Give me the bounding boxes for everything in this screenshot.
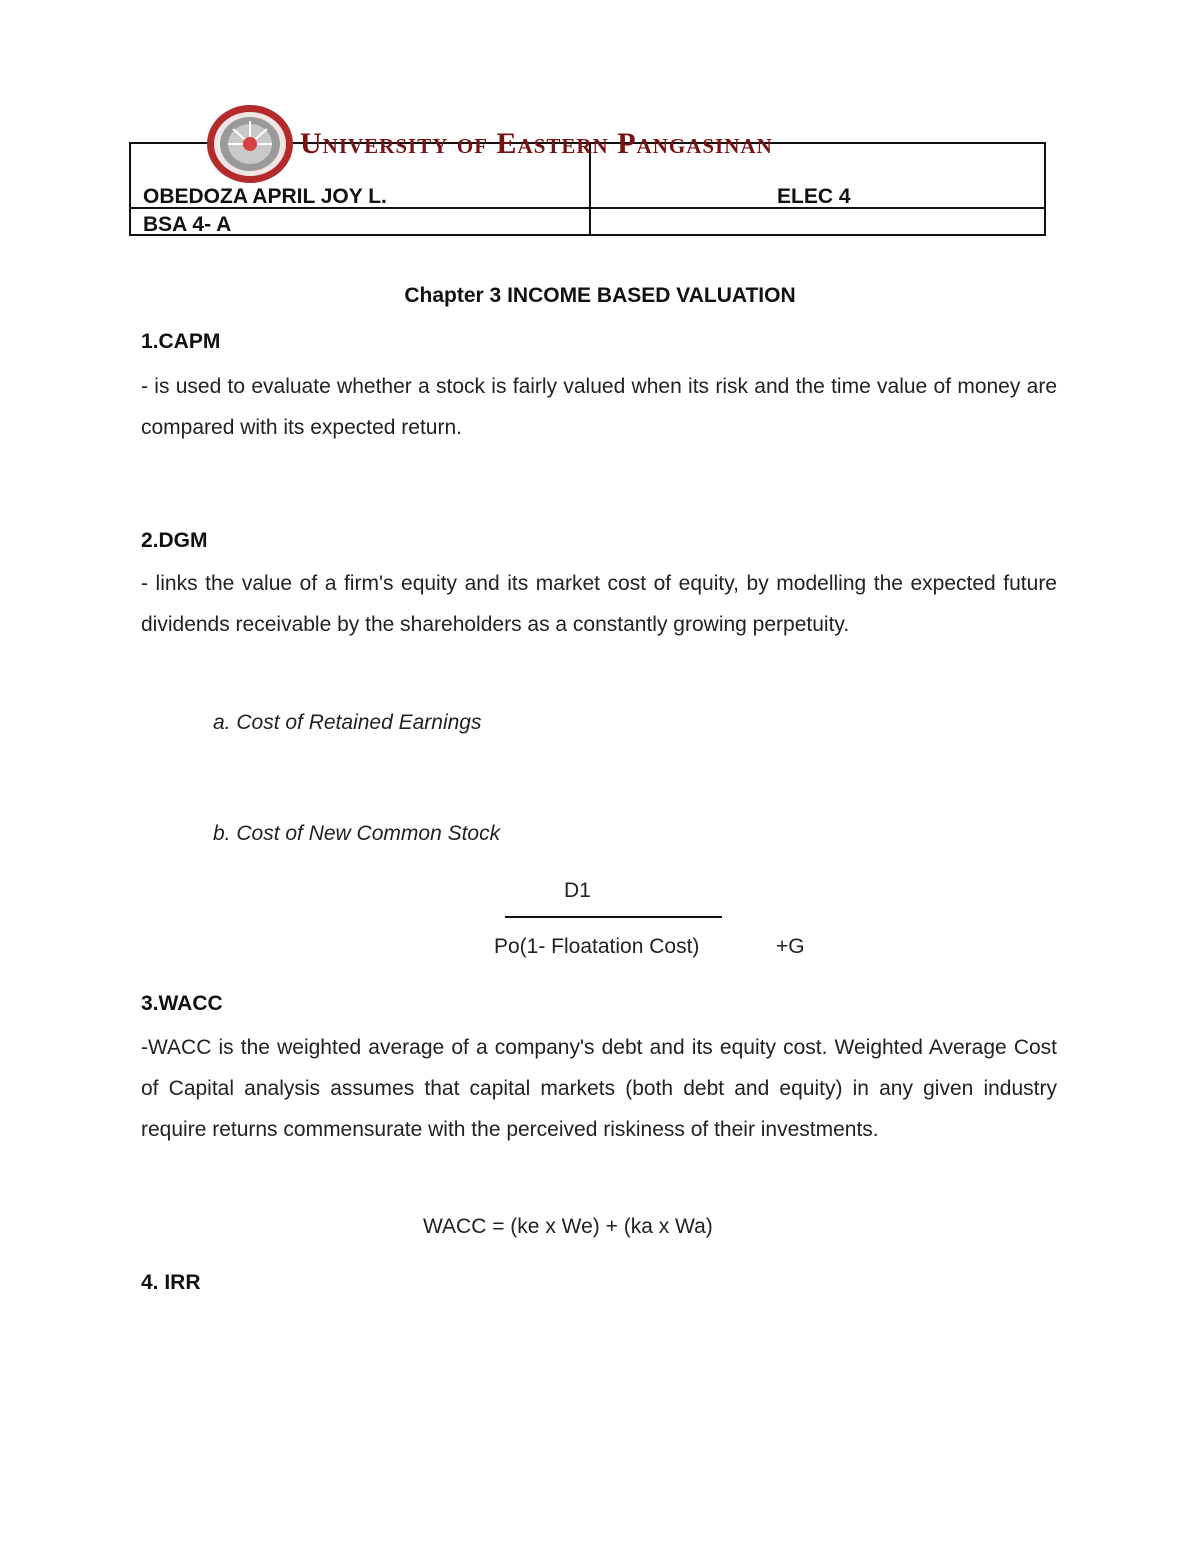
dgm-description: - links the value of a firm's equity and its market cost of equity, by modelling the expected future dividends receivable by the shareholders as a constantly growing perpetuity.	[141, 572, 1057, 636]
capm-heading: 1.CAPM	[141, 330, 221, 353]
dgm-item-retained-earnings: a. Cost of Retained Earnings	[213, 711, 482, 734]
formula-denominator: Po(1- Floatation Cost)	[494, 935, 700, 958]
dgm-heading: 2.DGM	[141, 529, 208, 552]
university-name-text: University of Eastern Pangasinan	[300, 127, 773, 160]
wacc-formula: WACC = (ke x We) + (ka x Wa)	[423, 1215, 713, 1238]
column-divider	[589, 209, 591, 236]
student-name: OBEDOZA APRIL JOY L.	[143, 185, 387, 208]
course-code: ELEC 4	[777, 185, 851, 208]
dgm-item-new-common-stock: b. Cost of New Common Stock	[213, 822, 501, 845]
document-title: Chapter 3 INCOME BASED VALUATION	[404, 284, 796, 307]
wacc-heading: 3.WACC	[141, 992, 223, 1015]
university-logo-banner	[205, 103, 995, 185]
university-seal-icon	[205, 103, 295, 185]
formula-growth: +G	[776, 935, 805, 958]
header-row-section	[131, 209, 1044, 236]
irr-heading: 4. IRR	[141, 1271, 201, 1294]
student-section: BSA 4- A	[143, 213, 232, 236]
university-name-logo	[300, 127, 773, 161]
wacc-description: -WACC is the weighted average of a company's debt and its equity cost. Weighted Average Cost of Capital analysis assumes that capital markets (both debt and equity) in any given industry require returns commensurate with the perceived riskiness of their investments.	[141, 1036, 1057, 1141]
formula-numerator: D1	[564, 879, 591, 902]
capm-description: - is used to evaluate whether a stock is fairly valued when its risk and the time value of money are compared with its expected return.	[141, 375, 1057, 439]
fraction-line	[505, 916, 722, 918]
